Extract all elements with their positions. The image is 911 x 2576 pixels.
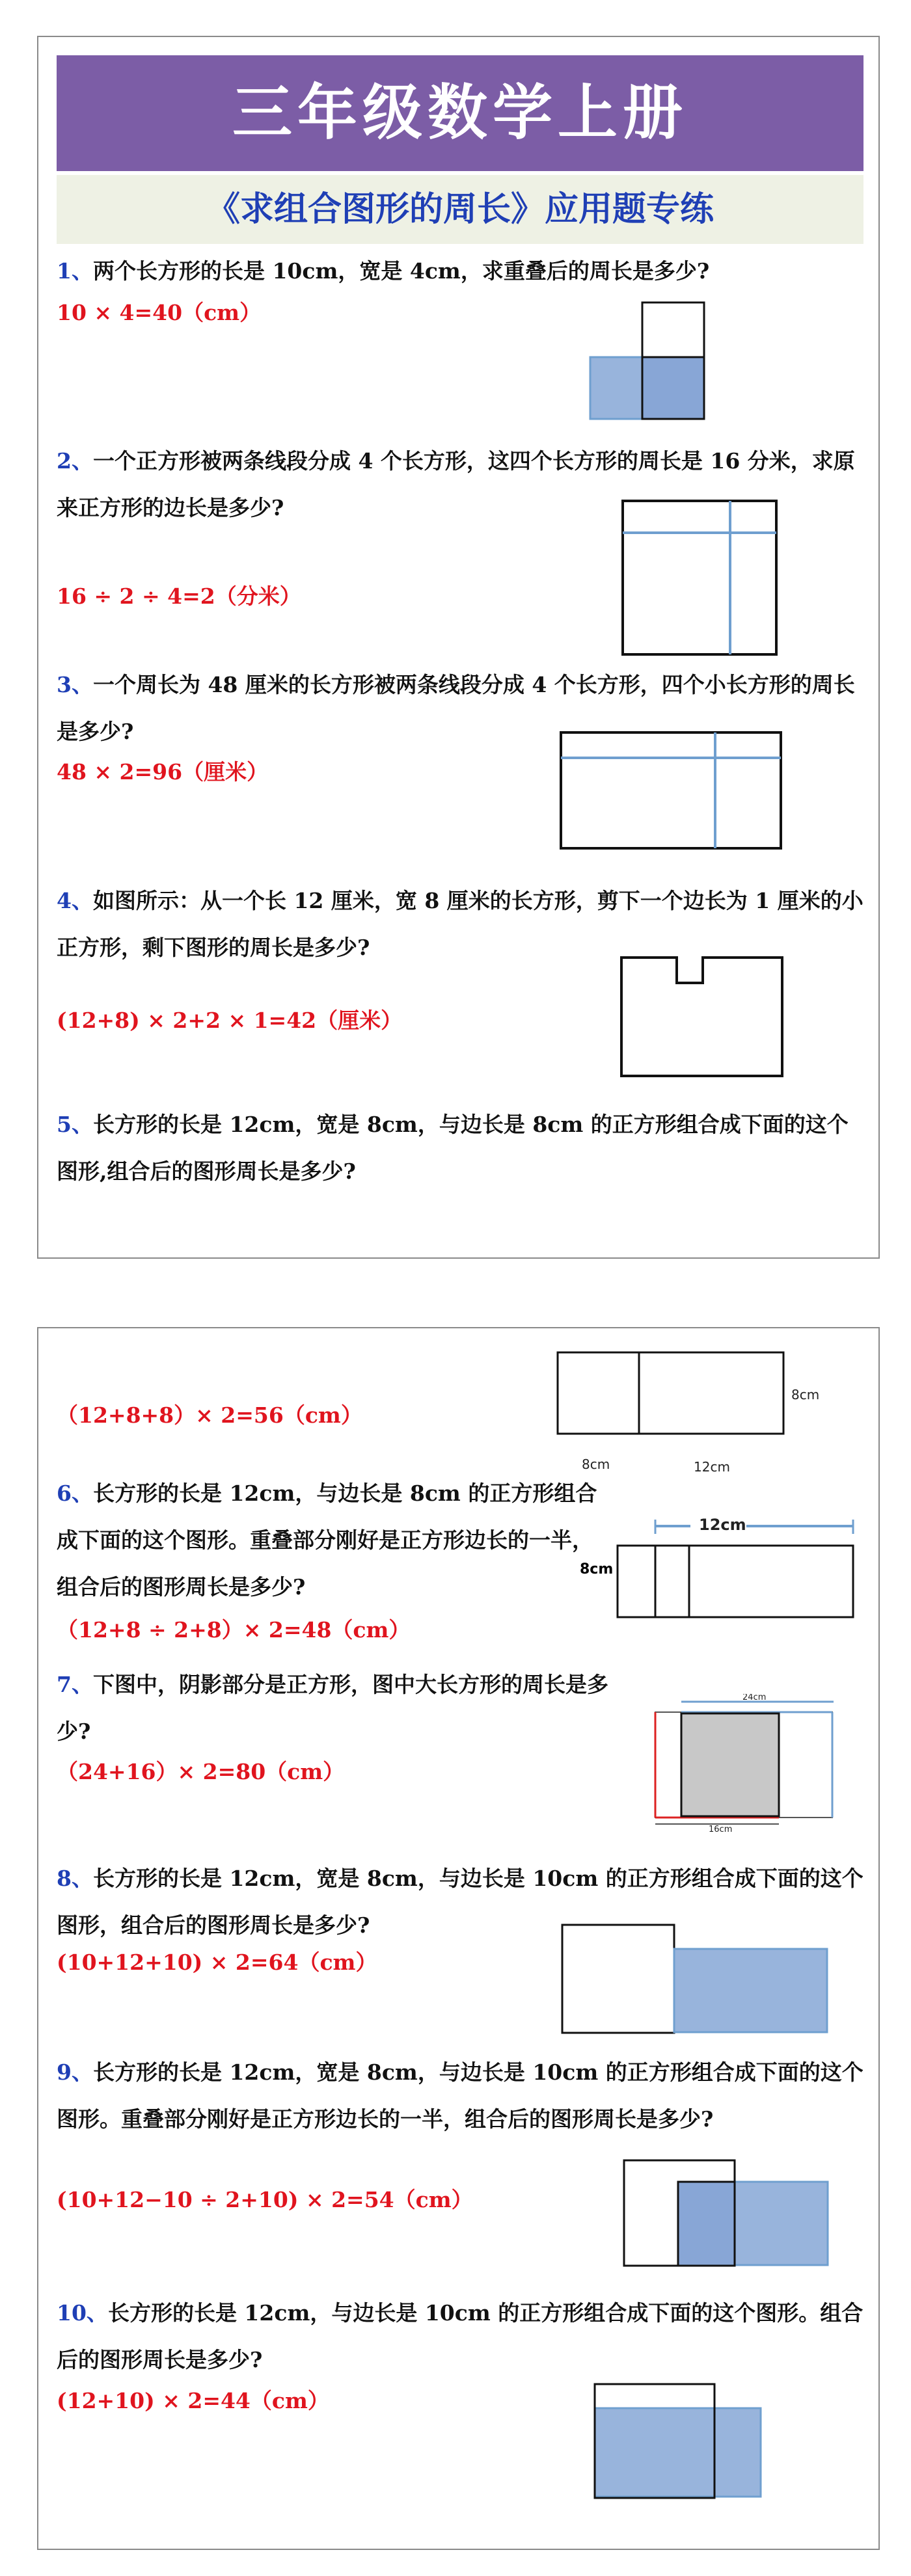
figure-9-svg [621, 2157, 832, 2269]
answer-7: （24+16）× 2=80（cm） [57, 1759, 345, 1784]
square-8cm [558, 1352, 639, 1434]
question-number: 6、 [57, 1481, 93, 1506]
question-5 [57, 1101, 863, 1195]
figure-7-svg [650, 1694, 839, 1834]
answer-10: (12+10) × 2=44（cm） [57, 2388, 329, 2413]
figure-1 [588, 301, 718, 421]
rectangle-outline [561, 732, 781, 848]
question-text: 一个正方形被两条线段分成 4 个长方形，这四个长方形的周长是 16 分米，求原来正方形的边长是多少? [57, 448, 855, 520]
label-side: 8cm [791, 1387, 820, 1402]
figure-5-svg [556, 1350, 829, 1481]
question-9 [57, 2049, 863, 2143]
rectangle-12x8 [639, 1352, 783, 1434]
notched-rectangle [621, 958, 782, 1076]
page-subtitle: 《求组合图形的周长》应用题专练 [57, 175, 863, 244]
worksheet-page-2 [37, 1327, 880, 2550]
answer-2: 16 ÷ 2 ÷ 4=2（分米） [57, 584, 301, 609]
question-number: 9、 [57, 2059, 93, 2085]
question-text: 长方形的长是 12cm，宽是 8cm，与边长是 10cm 的正方形组合成下面的这个图形，组合后的图形周长是多少? [57, 1866, 863, 1938]
question-number: 1、 [57, 258, 93, 284]
label-bottom: 16cm [709, 1825, 733, 1834]
label-top: 24cm [742, 1694, 767, 1702]
label-top: 12cm [699, 1516, 746, 1534]
question-number: 4、 [57, 888, 93, 913]
figure-7 [650, 1694, 839, 1834]
rectangle-12cm [595, 2408, 761, 2497]
figure-8 [559, 1922, 832, 2035]
square-10cm [562, 1925, 674, 2033]
question-7 [57, 1661, 610, 1755]
label-q6-side: 8cm [580, 1561, 614, 1577]
label-right: 12cm [694, 1459, 730, 1475]
question-text: 如图所示：从一个长 12 厘米，宽 8 厘米的长方形，剪下一个边长为 1 厘米的小正方形，剩下图形的周长是多少? [57, 888, 863, 960]
question-number: 10、 [57, 2300, 108, 2326]
label-left: 8cm [582, 1456, 610, 1472]
question-number: 8、 [57, 1866, 93, 1891]
question-1 [57, 248, 863, 295]
question-text: 长方形的长是 12cm，与边长是 8cm 的正方形组合成下面的这个图形。重叠部分刚好是正方形边长的一半，组合后的图形周长是多少? [57, 1481, 597, 1600]
figure-10-svg [591, 2381, 767, 2501]
answer-4: (12+8) × 2+2 × 1=42（厘米） [57, 1008, 403, 1033]
question-text: 长方形的长是 12cm，宽是 8cm，与边长是 10cm 的正方形组合成下面的这个图形。重叠部分刚好是正方形边长的一半，组合后的图形周长是多少? [57, 2059, 863, 2132]
question-text: 长方形的长是 12cm，与边长是 10cm 的正方形组合成下面的这个图形。组合后的图形周长是多少? [57, 2300, 863, 2372]
rectangle-12x8 [674, 1949, 827, 2032]
shaded-square [681, 1713, 779, 1816]
overlap-region [642, 357, 704, 419]
answer-3: 48 × 2=96（厘米） [57, 759, 269, 785]
answer-8: (10+12+10) × 2=64（cm） [57, 1950, 377, 1975]
figure-4 [619, 956, 785, 1079]
figure-4-svg [619, 956, 785, 1079]
figure-2 [621, 499, 780, 658]
question-text: 两个长方形的长是 10cm，宽是 4cm，求重叠后的周长是多少? [92, 258, 710, 284]
figure-3-svg [559, 731, 783, 851]
question-text: 长方形的长是 12cm，宽是 8cm，与边长是 8cm 的正方形组合成下面的这个图形,组合后的图形周长是多少? [57, 1112, 849, 1184]
answer-5: （12+8+8）× 2=56（cm） [57, 1402, 362, 1428]
question-number: 3、 [57, 672, 93, 697]
page-title: 三年级数学上册 [57, 55, 863, 171]
answer-1: 10 × 4=40（cm） [57, 300, 262, 325]
answer-6: （12+8 ÷ 2+8）× 2=48（cm） [57, 1617, 411, 1643]
question-6 [57, 1470, 610, 1611]
figure-5 [556, 1350, 829, 1481]
overlap-region [678, 2182, 735, 2266]
figure-3 [559, 731, 783, 851]
figure-6-svg [611, 1514, 871, 1622]
figure-2-svg [621, 499, 780, 658]
figure-6 [611, 1514, 871, 1622]
question-number: 5、 [57, 1112, 93, 1137]
worksheet-page-1 [37, 36, 880, 1259]
question-text: 一个周长为 48 厘米的长方形被两条线段分成 4 个长方形，四个小长方形的周长是多少? [57, 672, 855, 744]
figure-8-svg [559, 1922, 832, 2035]
question-text: 下图中，阴影部分是正方形，图中大长方形的周长是多少? [57, 1672, 608, 1744]
question-number: 2、 [57, 448, 93, 474]
figure-1-svg [588, 301, 718, 421]
question-number: 7、 [57, 1672, 93, 1697]
figure-9 [621, 2157, 832, 2269]
question-10 [57, 2290, 863, 2383]
square-outline [623, 501, 776, 654]
square-8cm [618, 1546, 689, 1617]
figure-10 [591, 2381, 767, 2501]
answer-9: (10+12−10 ÷ 2+10) × 2=54（cm） [57, 2187, 473, 2212]
